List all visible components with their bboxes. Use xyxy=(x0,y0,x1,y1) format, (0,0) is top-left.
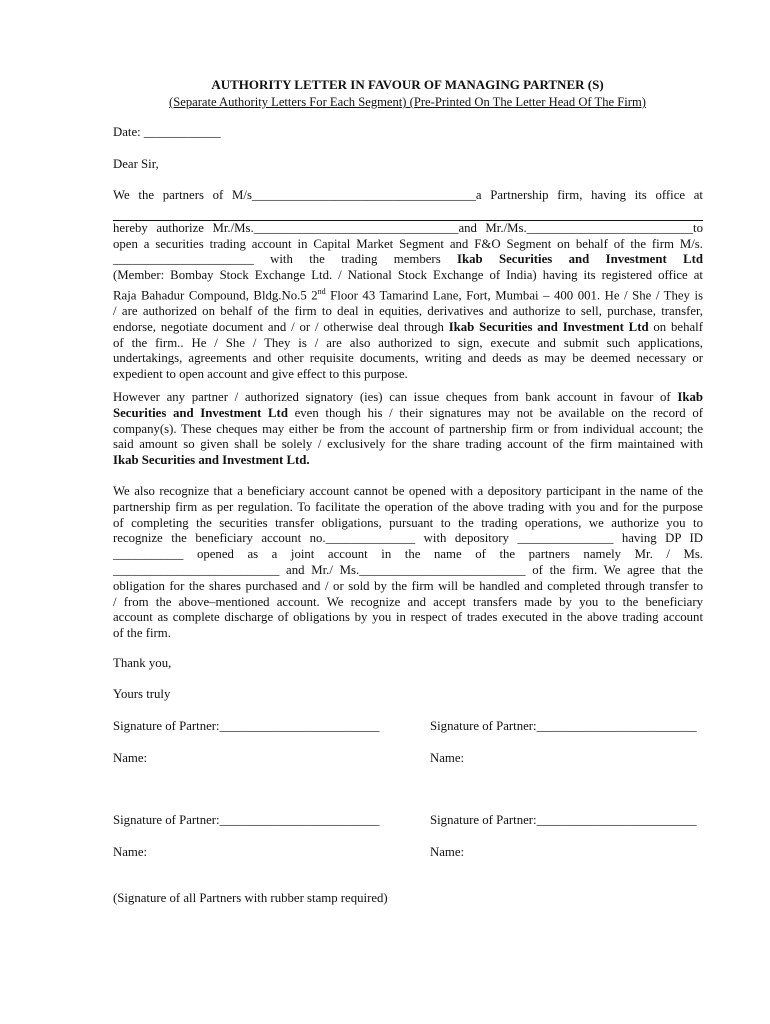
broker-name-bold: Securities and Investment Ltd xyxy=(113,405,288,420)
para1-line: open a securities trading account in Capital Market Segment and F&O Segment on behalf of the firm M/s. xyxy=(113,236,703,251)
superscript: nd xyxy=(317,286,326,296)
letter-title: AUTHORITY LETTER IN FAVOUR OF MANAGING PARTNER (S) xyxy=(211,77,604,92)
partner1-signature-line: Signature of Partner:_________________________ xyxy=(113,719,380,733)
para3-line: recognize the beneficiary account no.______________ with depository _______________ having DP ID xyxy=(113,531,703,546)
para3-line: __________________________ and Mr./ Ms.__________________________ of the firm. We agree that the xyxy=(113,562,703,577)
para3-line: account as complete discharge of obligations by you in respect of trades executed in the above trading account xyxy=(113,610,703,625)
salutation: Dear Sir, xyxy=(113,157,159,171)
broker-name-bold: Ikab Securities and Investment Ltd. xyxy=(113,453,310,468)
para2-line xyxy=(113,390,703,406)
para2-text: even though his / their signatures may not be available on the record of xyxy=(287,405,703,420)
para3-line: partnership firm as per regulation. To facilitate the operation of the above trading with you and for the purpose xyxy=(113,499,703,514)
broker-name-bold: Ikab Securities and Investment Ltd xyxy=(448,319,649,334)
para2-text: However any partner / authorized signatory (ies) can issue cheques from bank account in favour of xyxy=(113,390,678,404)
para1-line: hereby authorize Mr./Ms.________________________________and Mr./Ms.__________________________to xyxy=(113,220,703,235)
para1-line: of the firm.. He / She / They is / are also authorized to sign, execute and submit such applications, xyxy=(113,335,703,350)
partner4-name-label: Name: xyxy=(430,845,465,859)
paragraph-beneficiary-account xyxy=(113,484,703,642)
para1-line: We the partners of M/s___________________________________a Partnership firm, having its office at xyxy=(113,188,703,202)
para3-line: of completing the securities transfer obligations, pursuant to the trading operations, we authorize you to xyxy=(113,515,703,530)
para1-line xyxy=(113,252,703,268)
para3-line: of the firm. xyxy=(113,626,171,641)
partner4-signature-line: Signature of Partner:_________________________ xyxy=(430,813,697,827)
partner2-name-label: Name: xyxy=(430,751,465,765)
partner3-name-label: Name: xyxy=(113,845,148,859)
paragraph-authorization xyxy=(113,188,703,383)
para1-line: undertakings, agreements and other requisite documents, writing and deeds as may be deemed necessary or xyxy=(113,351,703,366)
para1-text: Floor 43 Tamarind Lane, Fort, Mumbai – 400 001. He / She / They is xyxy=(325,288,704,303)
para3-line: ___________ opened as a joint account in the name of the partners namely Mr. / Ms. xyxy=(113,547,703,562)
para1-text: endorse, negotiate document and / or / otherwise deal through xyxy=(113,319,449,334)
para2-line xyxy=(113,406,703,422)
para2-line: said amount so given shall be solely / exclusively for the share trading account of the firm maintained with xyxy=(113,437,703,452)
para1-text: on behalf xyxy=(648,319,703,334)
partner3-signature-line: Signature of Partner:_________________________ xyxy=(113,813,380,827)
date-line: Date: ____________ xyxy=(113,125,221,139)
para1-text: ______________________ with the trading members xyxy=(113,252,441,267)
letter-subtitle: (Separate Authority Letters For Each Segment) (Pre-Printed On The Letter Head Of The Firm) xyxy=(169,95,646,109)
para1-line xyxy=(113,320,703,336)
para1-line: (Member: Bombay Stock Exchange Ltd. / National Stock Exchange of India) having its registered office at xyxy=(113,268,703,283)
yours-truly-line: Yours truly xyxy=(113,687,171,701)
para1-text: Raja Bahadur Compound, Bldg.No.5 2 xyxy=(113,288,318,303)
thank-you-line: Thank you, xyxy=(113,656,172,670)
broker-name-bold: Ikab Securities and Investment Ltd xyxy=(457,252,703,267)
office-address-blank xyxy=(113,204,703,221)
paragraph-cheques xyxy=(113,390,703,469)
para1-line xyxy=(113,284,703,304)
partner2-signature-line: Signature of Partner:_________________________ xyxy=(430,719,697,733)
broker-name-bold: Ikab xyxy=(677,390,703,404)
para2-line: company(s). These cheques may either be from the account of partnership firm or from individual account; the xyxy=(113,421,703,436)
para3-line: obligation for the shares purchased and / or sold by the firm will be handled and completed through transfer to xyxy=(113,578,703,593)
partner1-name-label: Name: xyxy=(113,751,148,765)
rubber-stamp-note: (Signature of all Partners with rubber stamp required) xyxy=(113,891,388,905)
para3-line: We also recognize that a beneficiary account cannot be opened with a depository participant in the name of the xyxy=(113,484,703,498)
para1-line: expedient to open account and give effect to this purpose. xyxy=(113,367,408,382)
para1-line: / are authorized on behalf of the firm to deal in equities, derivatives and authorize to sell, purchase, transfer, xyxy=(113,304,703,319)
para3-line: / from the above–mentioned account. We recognize and accept transfers made by you to the beneficiary xyxy=(113,594,703,609)
